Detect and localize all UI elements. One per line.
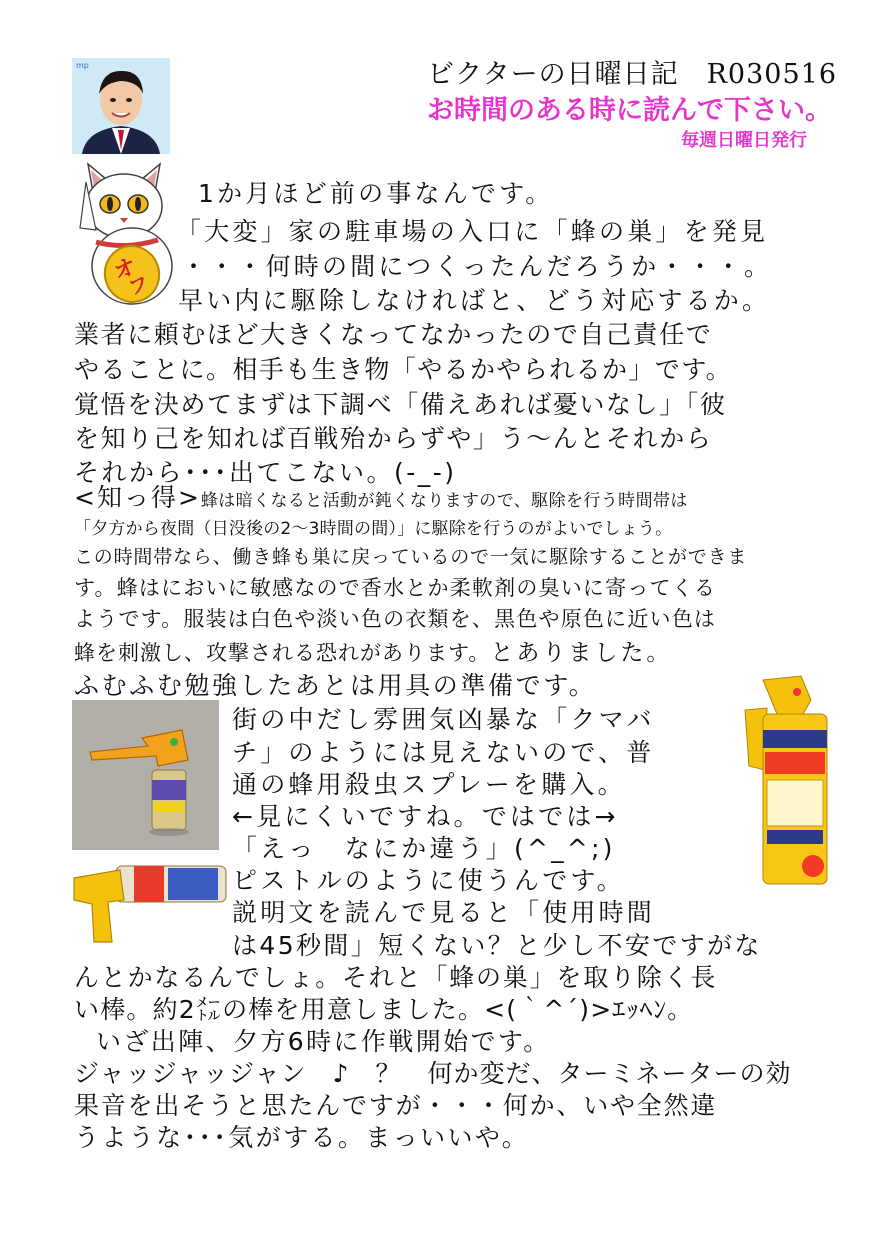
text-line-8: を知り己を知れば百戦殆からずや」う～んとそれから [74, 424, 713, 453]
text-line-17: 街の中だし雰囲気凶暴な「クマバ [232, 705, 655, 734]
text-line-20: ←見にくいですね。ではでは→ [232, 802, 619, 831]
text-line-26: い棒。約2㍍の棒を用意しました。<(｀^´)>ｴｯﾍﾝ。 [74, 995, 694, 1024]
text-line-6: やることに。相手も生き物「やるかやられるか」です。 [74, 355, 733, 384]
text-line-3: ・・・何時の間につくったんだろうか・・・。 [181, 252, 773, 281]
spray-can-photo-icon [72, 700, 219, 850]
tip-text: 蜂は暗くなると活動が鈍くなりますので、駆除を行う時間帯は [200, 491, 688, 511]
text-line-25: んとかなるんでしょ。それと「蜂の巣」を取り除く長 [74, 963, 718, 992]
tip-label: <知っ得> [74, 483, 201, 512]
svg-text:mp: mp [76, 61, 89, 70]
svg-text:フ: フ [124, 270, 152, 301]
text-line-27: いざ出陣、夕方6時に作戦開始です。 [96, 1027, 551, 1056]
text-line-29: 果音を出そうと思たんですが・・・何か、いや全然違 [74, 1091, 718, 1120]
text-line-10 [74, 478, 688, 514]
text-line-23: 説明文を読んで見ると「使用時間 [232, 898, 656, 927]
diary-title: ビクターの日曜日記 R030516 [427, 59, 837, 90]
svg-text:オ: オ [110, 254, 140, 286]
text-line-18: チ」のようには見えないので、普 [232, 738, 655, 767]
text-line-15-a: 蜂を刺激し、攻撃される恐れがあります。 [74, 641, 491, 665]
maneki-neko-icon [72, 158, 176, 306]
text-line-24: は45秒間」短くない？と少し不安ですがな [232, 931, 762, 960]
text-line-15 [74, 634, 672, 667]
text-line-1: 1か月ほど前の事なんです。 [198, 179, 554, 208]
text-line-14: ようです。服装は白色や淡い色の衣類を、黒色や原色に近い色は [74, 607, 717, 631]
issue-frequency: 毎週日曜日発行 [681, 130, 807, 151]
text-line-4: 早い内に駆除しなければと、どう対応するか。 [178, 286, 771, 315]
text-line-2: 「大変」家の駐車場の入口に「蜂の巣」を発見 [176, 217, 769, 246]
text-line-9: それから･･･出てこない。(-_-) [74, 458, 457, 487]
text-line-16: ふむふむ勉強したあとは用具の準備です。 [74, 671, 597, 700]
text-line-12: この時間帯なら、働き蜂も巣に戻っているので一気に駆除することができま [74, 546, 748, 568]
text-line-11: 「夕方から夜間（日没後の2～3時間の間）」に駆除を行うのがよいでしょう。 [74, 519, 673, 539]
text-line-5: 業者に頼むほど大きくなってなかったので自己責任で [74, 320, 713, 349]
hachi-spray-product-icon [737, 670, 837, 892]
text-line-7: 覚悟を決めてまずは下調べ「備えあれば憂いなし」「彼 [74, 390, 727, 419]
text-line-19: 通の蜂用殺虫スプレーを購入。 [232, 770, 626, 799]
spray-gun-photo-icon [72, 856, 228, 946]
text-line-15-b: とありました。 [490, 640, 673, 666]
text-line-13: す。蜂はにおいに敏感なので香水とか柔軟剤の臭いに寄ってくる [74, 576, 717, 600]
diary-subtitle: お時間のある時に読んで下さい。 [427, 95, 832, 126]
text-line-28: ジャッジャッジャン ♪ ？ 何か変だ、ターミネーターの効 [74, 1059, 792, 1088]
author-avatar-icon [72, 58, 170, 154]
text-line-22: ピストルのように使うんです。 [232, 866, 625, 895]
text-line-30: うような･･･気がする。まっいいや。 [74, 1123, 530, 1152]
text-line-21: 「えっ なにか違う」(^_^;) [232, 834, 616, 863]
